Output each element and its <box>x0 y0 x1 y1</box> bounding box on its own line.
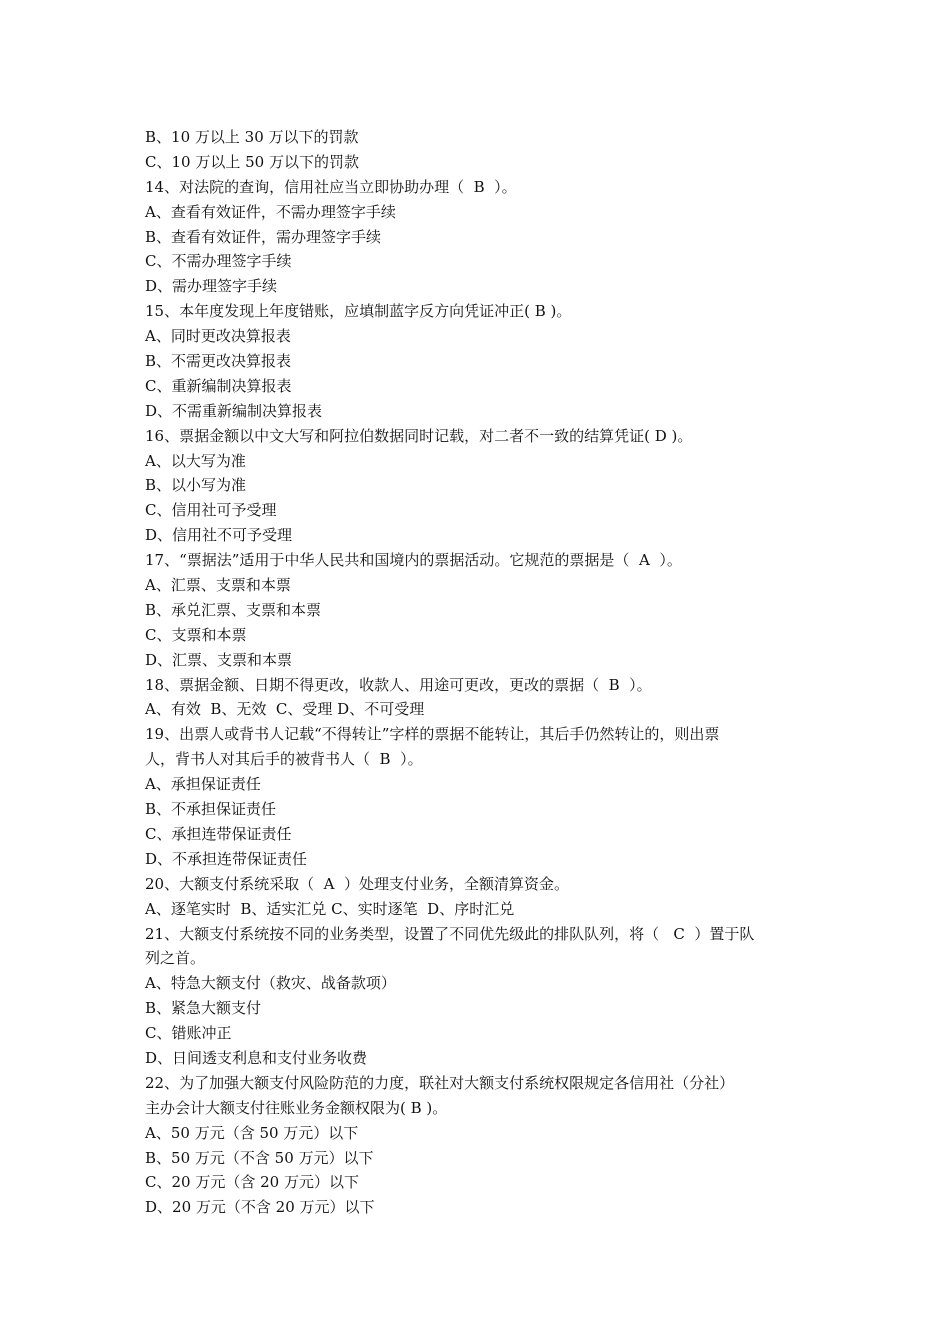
question-22: 22、为了加强大额支付风险防范的力度，联社对大额支付系统权限规定各信用社（分社） <box>145 1073 735 1092</box>
option-line-d: D、信用社不可予受理 <box>145 526 293 545</box>
option-line-b: B、紧急大额支付 <box>145 999 262 1018</box>
question-18: 18、票据金额、日期不得更改，收款人、用途可更改，更改的票据（ B ）。 <box>145 675 652 694</box>
option-line-inline: A、逐笔实时 B、适实汇兑 C、实时逐笔 D、序时汇兑 <box>145 899 515 918</box>
option-line-a: A、50 万元（含 50 万元）以下 <box>145 1123 359 1142</box>
option-line-d: D、需办理签字手续 <box>145 277 278 296</box>
option-line-b: B、承兑汇票、支票和本票 <box>145 600 322 619</box>
option-line-a: A、以大写为准 <box>145 451 246 470</box>
option-line-a: A、汇票、支票和本票 <box>145 576 291 595</box>
option-line-d: D、20 万元（不含 20 万元）以下 <box>145 1198 375 1217</box>
option-line-c: C、20 万元（含 20 万元）以下 <box>145 1173 359 1192</box>
question-14: 14、对法院的查询，信用社应当立即协助办理（ B ）。 <box>145 177 517 196</box>
option-line-c: C、10 万以上 50 万以下的罚款 <box>145 152 359 171</box>
option-line-c: C、不需办理签字手续 <box>145 252 292 271</box>
option-line-c: C、重新编制决算报表 <box>145 376 292 395</box>
option-line-b: B、查看有效证件，需办理签字手续 <box>145 227 382 246</box>
option-line-a: A、同时更改决算报表 <box>145 327 291 346</box>
option-line-d: D、不承担连带保证责任 <box>145 849 308 868</box>
option-line-b: B、以小写为准 <box>145 476 247 495</box>
option-line-d: D、不需重新编制决算报表 <box>145 401 323 420</box>
option-line-b: B、50 万元（不含 50 万元）以下 <box>145 1148 374 1167</box>
question-15: 15、本年度发现上年度错账，应填制蓝字反方向凭证冲正( B )。 <box>145 302 572 321</box>
option-line-d: D、日间透支利息和支付业务收费 <box>145 1048 368 1067</box>
option-line-c: C、信用社可予受理 <box>145 501 277 520</box>
question-20: 20、大额支付系统采取（ A ）处理支付业务，全额清算资金。 <box>145 874 569 893</box>
option-line-b: B、不需更改决算报表 <box>145 352 292 371</box>
question-22-continued: 主办会计大额支付往账业务金额权限为( B )。 <box>145 1098 448 1117</box>
question-19: 19、出票人或背书人记载“不得转让”字样的票据不能转让，其后手仍然转让的，则出票 <box>145 725 720 744</box>
document-body <box>145 125 813 1220</box>
option-line-c: C、承担连带保证责任 <box>145 824 292 843</box>
question-21: 21、大额支付系统按不同的业务类型，设置了不同优先级此的排队队列，将（ C ）置于队 <box>145 924 755 943</box>
option-line-d: D、汇票、支票和本票 <box>145 650 293 669</box>
question-16: 16、票据金额以中文大写和阿拉伯数据同时记载，对二者不一致的结算凭证( D )。 <box>145 426 693 445</box>
option-line-c: C、错账冲正 <box>145 1024 232 1043</box>
option-line-b: B、不承担保证责任 <box>145 800 277 819</box>
question-21-continued: 列之首。 <box>145 949 206 968</box>
option-line-inline: A、有效 B、无效 C、受理 D、不可受理 <box>145 700 425 719</box>
question-19-continued: 人，背书人对其后手的被背书人（ B ）。 <box>145 750 423 769</box>
option-line-c: C、支票和本票 <box>145 625 247 644</box>
option-line-a: A、特急大额支付（救灾、战备款项） <box>145 974 396 993</box>
question-17: 17、“票据法”适用于中华人民共和国境内的票据活动。它规范的票据是（ A ）。 <box>145 551 682 570</box>
option-line-a: A、查看有效证件，不需办理签字手续 <box>145 202 396 221</box>
option-line-a: A、承担保证责任 <box>145 775 261 794</box>
option-line-b: B、10 万以上 30 万以下的罚款 <box>145 128 359 146</box>
